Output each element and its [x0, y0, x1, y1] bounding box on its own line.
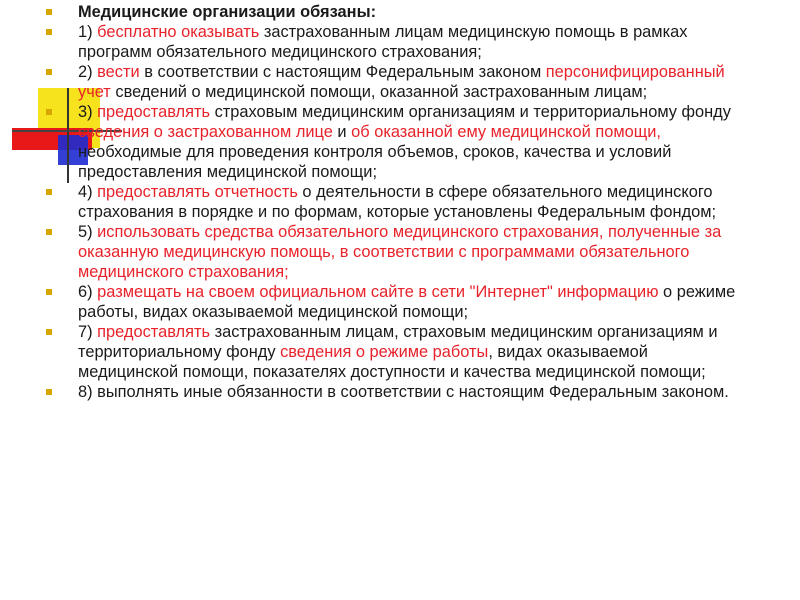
bullet-icon: [46, 329, 52, 335]
item-text: [78, 183, 716, 221]
bullet-icon: [46, 69, 52, 75]
highlighted-phrase: предоставлять отчетность: [97, 183, 298, 201]
text-segment: 7): [78, 323, 98, 341]
list-item: [44, 102, 744, 182]
text-segment: в соответствии с настоящим Федеральным законом: [139, 63, 546, 81]
list-item: [44, 282, 744, 322]
text-segment: о деятельности в сфере обязательного медицинского страхования в порядке и по формам, которые установлены Федеральным фондом;: [78, 183, 717, 221]
highlighted-phrase: бесплатно оказывать: [97, 23, 260, 41]
bullet-icon: [46, 289, 52, 295]
highlighted-phrase: предоставлять: [97, 323, 211, 341]
text-segment: 4): [78, 183, 98, 201]
text-segment: и: [332, 123, 352, 141]
highlighted-phrase: размещать на своем официальном сайте в сети "Интернет" информацию: [97, 283, 659, 301]
item-text: [78, 23, 687, 61]
text-segment: застрахованным лицам медицинскую помощь в рамках программ обязательного медицинского страхования;: [78, 23, 688, 61]
highlighted-phrase: вести: [97, 63, 140, 81]
text-segment: 1): [78, 23, 98, 41]
item-text: [78, 63, 725, 101]
item-text: [78, 103, 731, 181]
list-item: [44, 322, 744, 382]
highlighted-phrase: сведения о застрахованном лице: [78, 123, 333, 141]
bullet-icon: [46, 9, 52, 15]
bullet-icon: [46, 229, 52, 235]
highlighted-phrase: персонифицированный учет: [78, 63, 725, 101]
list-item: [44, 222, 744, 282]
text-segment: о режиме работы, видах оказываемой медицинской помощи;: [78, 283, 736, 321]
obligations-list: [44, 2, 744, 402]
bullet-icon: [46, 389, 52, 395]
list-item: [44, 382, 744, 402]
highlighted-phrase: предоставлять: [97, 103, 211, 121]
list-heading: [44, 2, 744, 22]
highlighted-phrase: сведения о режиме работы: [280, 343, 489, 361]
text-segment: застрахованным лицам, страховым медицинским организациям и территориальному фонду: [78, 323, 718, 361]
highlighted-phrase: использовать средства обязательного медицинского страхования, полученные за оказанную медицинскую помощь, в соответствии с программами обязательного медицинского страхования;: [78, 223, 722, 281]
text-segment: 6): [78, 283, 98, 301]
text-segment: 8) выполнять иные обязанности в соответствии с настоящим Федеральным законом.: [78, 383, 729, 401]
text-segment: страховым медицинским организациям и территориальному фонду: [210, 103, 731, 121]
text-segment: необходимые для проведения контроля объемов, сроков, качества и условий предоставления медицинской помощи;: [78, 143, 672, 181]
item-text: [78, 323, 717, 381]
text-segment: 5): [78, 223, 98, 241]
list-item: [44, 182, 744, 222]
text-segment: 2): [78, 63, 98, 81]
list-item: [44, 22, 744, 62]
highlighted-phrase: об оказанной ему медицинской помощи,: [351, 123, 661, 141]
text-segment: 3): [78, 103, 98, 121]
text-segment: сведений о медицинской помощи, оказанной застрахованным лицам;: [110, 83, 648, 101]
text-segment: , видах оказываемой медицинской помощи, показателях доступности и качества медицинской помощи;: [78, 343, 706, 381]
item-text: [78, 283, 735, 321]
item-text: [78, 223, 721, 281]
heading-text: Медицинские организации обязаны:: [78, 3, 377, 21]
list-item: [44, 62, 744, 102]
bullet-icon: [46, 189, 52, 195]
item-text: [78, 383, 729, 401]
bullet-icon: [46, 109, 52, 115]
bullet-icon: [46, 29, 52, 35]
